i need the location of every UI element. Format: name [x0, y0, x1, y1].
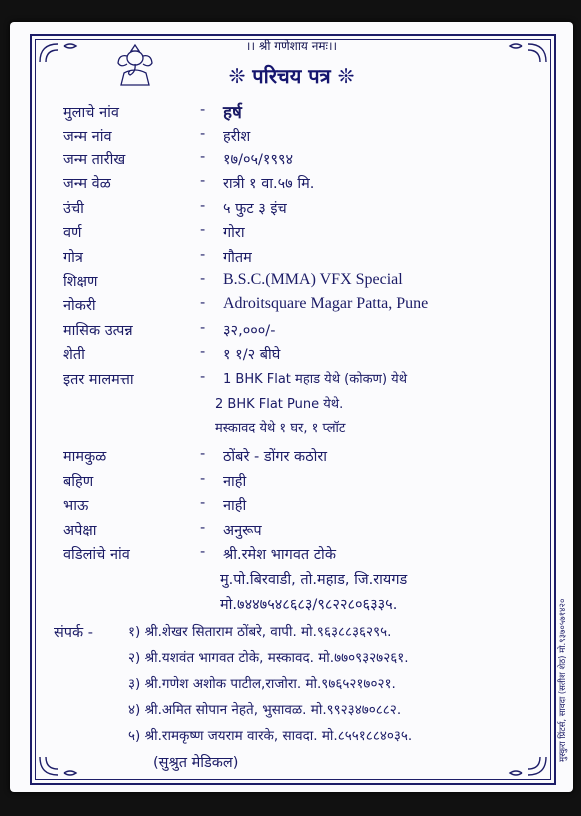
contact-item: २) श्री.यशवंत भागवत टोके, मस्कावद. मो.७७०९३२७२६१. — [128, 650, 409, 666]
corner-ornament-icon — [36, 753, 84, 779]
detail-label: वडिलांचे नांव — [63, 547, 130, 563]
detail-label: मासिक उत्पन्न — [63, 323, 133, 339]
detail-value: श्री.रमेश भागवत टोके — [223, 547, 336, 563]
detail-value: गौतम — [223, 250, 252, 266]
detail-value: गोरा — [223, 225, 245, 241]
detail-label: गोत्र — [63, 250, 83, 266]
detail-value: B.S.C.(MMA) VFX Special — [223, 271, 403, 288]
printer-note: मुस्कुरा प्रिंटर्स, सावदा (सतीश शेठ) मो.९३७०५७१४२० — [558, 598, 568, 762]
detail-dash: - — [200, 344, 206, 360]
detail-value: नाही — [223, 474, 247, 490]
detail-label: नोकरी — [63, 298, 96, 314]
detail-value: १ १/२ बीघे — [223, 347, 281, 363]
property-line: मस्कावद येथे १ घर, १ प्लॉट — [215, 421, 346, 436]
contact-item: ३) श्री.गणेश अशोक पाटील,राजोरा. मो.९७६५२१७०२१. — [128, 676, 396, 692]
detail-value: हरीश — [223, 129, 251, 145]
detail-dash: - — [200, 369, 206, 385]
detail-dash: - — [200, 520, 206, 536]
detail-label: बहिण — [63, 474, 94, 490]
detail-value: ५ फुट ३ इंच — [223, 201, 287, 217]
detail-label: उंची — [63, 201, 84, 217]
biodata-card — [10, 22, 573, 792]
invocation-text: ।। श्री गणेशाय नमः।। — [245, 39, 338, 53]
detail-dash: - — [200, 126, 206, 142]
detail-value: ठोंबरे - डोंगर कठोरा — [223, 449, 328, 465]
detail-label: अपेक्षा — [63, 523, 97, 539]
detail-value: ३२,०००/- — [223, 323, 276, 339]
detail-label: शेती — [63, 347, 85, 363]
corner-ornament-icon — [502, 753, 550, 779]
contact-item: ४) श्री.अमित सोपान नेहते, भुसावळ. मो.९९२३४७०८८२. — [128, 702, 402, 718]
detail-value: अनुरूप — [223, 523, 262, 539]
detail-label: जन्म वेळ — [63, 176, 111, 192]
detail-dash: - — [200, 247, 206, 263]
detail-dash: - — [200, 149, 206, 165]
detail-dash: - — [200, 198, 206, 214]
detail-value: Adroitsquare Magar Patta, Pune — [223, 295, 429, 312]
detail-dash: - — [200, 102, 206, 118]
detail-value: नाही — [223, 498, 247, 514]
detail-dash: - — [200, 544, 206, 560]
detail-dash: - — [200, 446, 206, 462]
detail-value: 1 BHK Flat महाड येथे (कोकण) येथे — [223, 372, 408, 387]
contact-footer: (सुश्रुत मेडिकल) — [153, 755, 239, 771]
detail-label: जन्म नांव — [63, 129, 112, 145]
detail-label: जन्म तारीख — [63, 152, 126, 168]
detail-value: हर्ष — [223, 103, 242, 123]
detail-dash: - — [200, 173, 206, 189]
page-title: ❊ परिचय पत्र ❊ — [228, 64, 355, 88]
detail-label: शिक्षण — [63, 274, 98, 290]
detail-dash: - — [200, 471, 206, 487]
detail-dash: - — [200, 495, 206, 511]
property-line: 2 BHK Flat Pune येथे. — [215, 397, 344, 412]
contact-item: ५) श्री.रामकृष्ण जयराम वारके, सावदा. मो.८५५१८८४०३५. — [128, 728, 413, 744]
detail-dash: - — [200, 320, 206, 336]
detail-dash: - — [200, 222, 206, 238]
detail-dash: - — [200, 295, 206, 311]
detail-label: इतर मालमत्ता — [63, 372, 134, 388]
detail-label: भाऊ — [63, 498, 89, 514]
detail-label: मुलाचे नांव — [63, 105, 119, 121]
detail-value: १७/०५/१९९४ — [223, 152, 294, 168]
detail-dash: - — [200, 271, 206, 287]
detail-value: रात्री १ वा.५७ मि. — [223, 176, 315, 192]
detail-label: मामकुळ — [63, 449, 107, 465]
father-phone: मो.७४४७५४८६८३/९८२२८०६३३५. — [220, 597, 398, 613]
father-address: मु.पो.बिरवाडी, तो.महाड, जि.रायगड — [220, 572, 408, 588]
contact-label: संपर्क - — [54, 625, 94, 641]
detail-label: वर्ण — [63, 225, 82, 241]
contact-item: १) श्री.शेखर सिताराम ठोंबरे, वापी. मो.९६३८८३६२९५. — [128, 624, 392, 640]
